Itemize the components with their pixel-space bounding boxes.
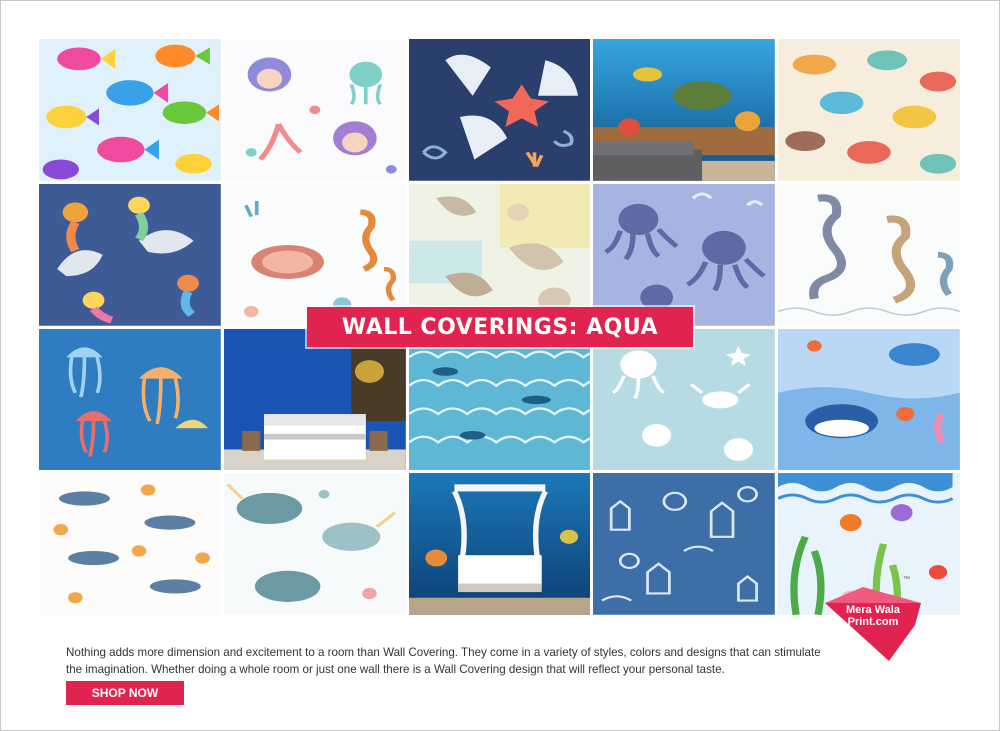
brand-logo-text [823, 604, 923, 628]
page-title-banner [307, 307, 693, 347]
tile-narwhals-pattern[interactable] [224, 473, 406, 615]
tile-colorful-fish-pattern[interactable] [39, 39, 221, 181]
tile-mermaid-octopus-pattern[interactable] [224, 39, 406, 181]
tile-sandcastle-doodles[interactable] [593, 473, 775, 615]
tile-watercolor-shells[interactable] [409, 184, 591, 326]
tile-seahorse-turtle-pattern[interactable] [224, 184, 406, 326]
tile-jellyfish-blue[interactable] [39, 329, 221, 471]
description-text: Nothing adds more dimension and excitement to a room than Wall Covering. They come in a variety of styles, colors and designs that can stimulate the imagination. Whether doing a whole room or just one wall there is a Wall Covering design that will reflect your personal taste. [66, 645, 821, 676]
tile-mermaids-navy[interactable] [39, 184, 221, 326]
shop-now-button[interactable]: SHOP NOW [66, 681, 184, 705]
tile-shells-starfish-navy[interactable] [409, 39, 591, 181]
tile-sharks-fish-pattern[interactable] [39, 473, 221, 615]
brand-logo-line1: Mera Wala [845, 604, 900, 616]
tile-waves-fish[interactable] [409, 329, 591, 471]
tile-watercolor-fish-pattern[interactable] [778, 39, 960, 181]
tile-aquarium-canopy-bed[interactable] [409, 473, 591, 615]
tile-octopus-lavender[interactable] [593, 184, 775, 326]
tile-sea-turtle-mural-room[interactable] [593, 39, 775, 181]
trademark-mark: ™ [903, 576, 910, 583]
tile-octopus-crab-doodles[interactable] [593, 329, 775, 471]
tile-whale-crab-cartoon[interactable] [778, 329, 960, 471]
tile-reef-mural-bedroom[interactable] [224, 329, 406, 471]
brand-logo-line2: Print.com [847, 616, 899, 628]
page-title: WALL COVERINGS: AQUA [341, 314, 659, 340]
tile-seahorses-sketch[interactable] [778, 184, 960, 326]
